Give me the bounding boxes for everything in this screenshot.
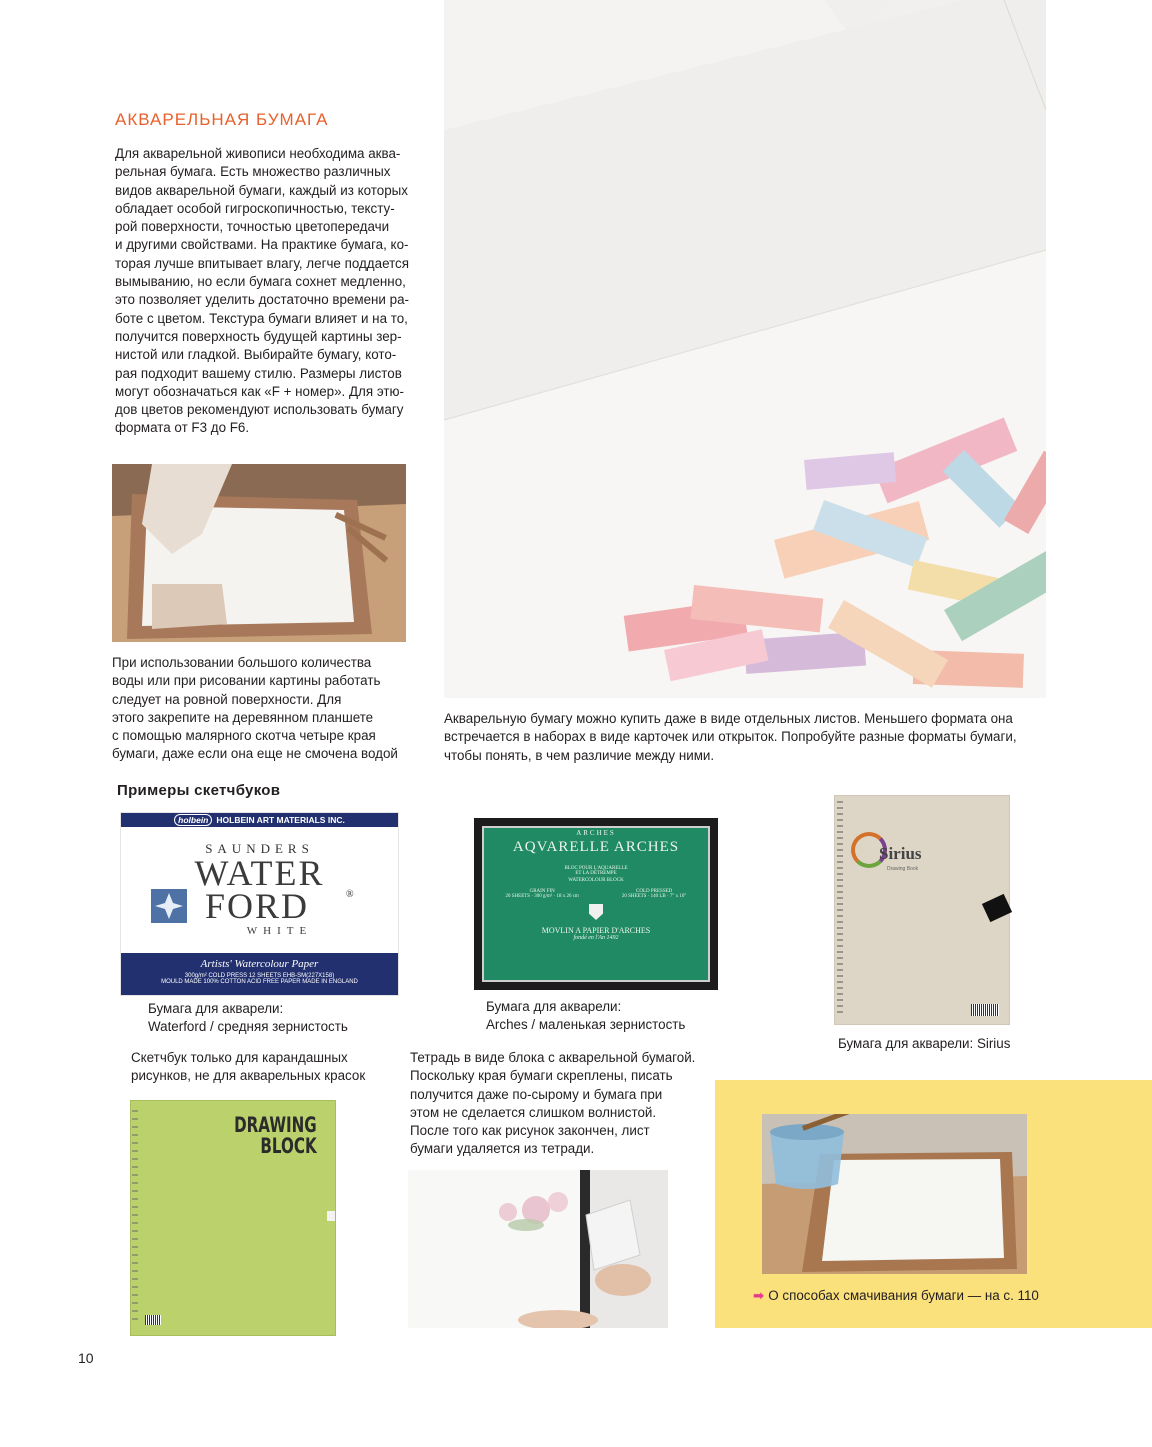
block-removal-photo xyxy=(408,1170,668,1328)
arches-panel xyxy=(482,826,710,982)
arches-right1: COLD PRESSED xyxy=(636,889,673,894)
fine-print-1: 300g/m² COLD PRESS 12 SHEETS EHB-SM(227X158) xyxy=(184,973,335,979)
board-caption: При использовании большого количества воды или при рисовании картины работать следует на ровной поверхности. Для этого закрепите на деревянном планшете с помощью малярного скотча четыре края бумаги, даже если она еще не смочена водой xyxy=(112,655,398,762)
pencil-caption: Скетчбук только для карандашных рисунков, не для акварельных красок xyxy=(131,1050,366,1084)
page-number: 10 xyxy=(78,1350,94,1366)
board-taping-photo xyxy=(112,464,406,642)
arches-caption: Бумага для акварели: Arches / маленькая зернистость xyxy=(486,999,686,1033)
saunders-text: SAUNDERS xyxy=(205,841,314,856)
arches-sub2: ET LA DÉTREMPE xyxy=(575,871,617,876)
hero-caption: Акварельную бумагу можно купить даже в виде отдельных листов. Меньшего формата она встречается в наборах в виде карточек или открыток. Попробуйте разные форматы бумаги, чтобы понять, в чем различие между ними. xyxy=(444,711,1017,763)
clip-icon xyxy=(982,894,1012,922)
waterford-cover xyxy=(120,812,399,996)
drawing-block-title xyxy=(234,1115,317,1157)
sirius-brand: Sirius xyxy=(879,844,922,863)
waterford-caption: Бумага для акварели: Waterford / средняя зернистость xyxy=(148,1001,348,1035)
intro-text: Для акварельной живописи необходима аква- рельная бумага. Есть множество различных видов акварельной бумаги, каждый из которых обладает особой гигроскопичностью, тексту- рой поверхности, точностью цветопередачи и другими свойствами. На практике бумага, ко- торая лучше впитывает влагу, легче поддается вымыванию, но если бумага сохнет медленно, это позволяет уделить достаточно времени ра- боте с цветом. Текстура бумаги влияет и на то, получится поверхность будущей картины зер- нистой или гладкой. Выбирайте бумагу, кото- рая подходит вашему стилю. Размеры листов могут обозначаться как «F + номер». Для этю- дов цветов рекомендуют использовать бумагу формата от F3 до F6. xyxy=(115,146,410,436)
arches-sub3: WATERCOLOUR BLOCK xyxy=(568,878,624,883)
arches-left1: GRAIN FIN xyxy=(529,889,555,894)
barcode-icon xyxy=(145,1315,161,1325)
waterford-footer xyxy=(121,953,398,995)
arches-cover xyxy=(474,818,718,990)
ford-row xyxy=(121,886,398,926)
arches-right2: 20 SHEETS · 140 LB · 7" x 10" xyxy=(621,894,687,899)
sirius-caption: Бумага для акварели: Sirius xyxy=(838,1036,1011,1051)
holbein-banner: holbein HOLBEIN ART MATERIALS INC. xyxy=(121,813,398,827)
block-text: BLOCK xyxy=(260,1134,317,1158)
shield-icon xyxy=(589,904,603,920)
block-caption: Тетрадь в виде блока с акварельной бумагой. Поскольку края бумаги скреплены, писать получится даже по-сырому и бумага при этом не сделается слишком волнистой. После того как рисунок закончен, лист бумаги удаляется из тетради. xyxy=(410,1050,696,1157)
drawing-text: DRAWING xyxy=(234,1113,317,1137)
arches-bottom2: fondé en l'An 1492 xyxy=(573,935,619,941)
subsection-heading: Примеры скетчбуков xyxy=(117,782,281,799)
arches-left2: 20 SHEETS · 300 g/m² · 18 x 26 cm xyxy=(505,894,579,899)
note-text: О способах смачивания бумаги — на с. 110 xyxy=(768,1288,1039,1303)
arches-top-label: ARCHES xyxy=(576,829,616,837)
cross-reference-note xyxy=(753,1288,1039,1304)
arches-title: AQVARELLE ARCHES xyxy=(512,839,680,855)
arrow-right-icon: ➡ xyxy=(753,1288,765,1303)
wetting-photo xyxy=(762,1114,1027,1274)
tab-marker xyxy=(327,1211,335,1221)
arches-bottom: MOVLIN A PAPIER D'ARCHES xyxy=(541,926,651,935)
drawing-block-cover xyxy=(130,1100,336,1336)
registered-mark: ® xyxy=(346,889,354,900)
fine-print-2: MOULD MADE 100% COTTON ACID FREE PAPER MADE IN ENGLAND xyxy=(161,979,358,985)
crest-icon xyxy=(151,889,187,923)
sirius-sub: Drawing Book xyxy=(887,866,919,872)
hero-paper-photo xyxy=(444,0,1046,698)
arches-sub1: BLOC POUR L'AQUARELLE xyxy=(564,866,628,871)
barcode-icon xyxy=(971,1004,999,1016)
tagline: Artists' Watercolour Paper xyxy=(200,958,319,970)
ford-text: FORD xyxy=(205,886,310,926)
arches-specs xyxy=(484,889,708,899)
white-text: WHITE xyxy=(246,925,313,937)
sirius-cover xyxy=(834,795,1010,1025)
water-text: WATER xyxy=(194,853,325,893)
section-heading: АКВАРЕЛЬНАЯ БУМАГА xyxy=(115,110,329,129)
